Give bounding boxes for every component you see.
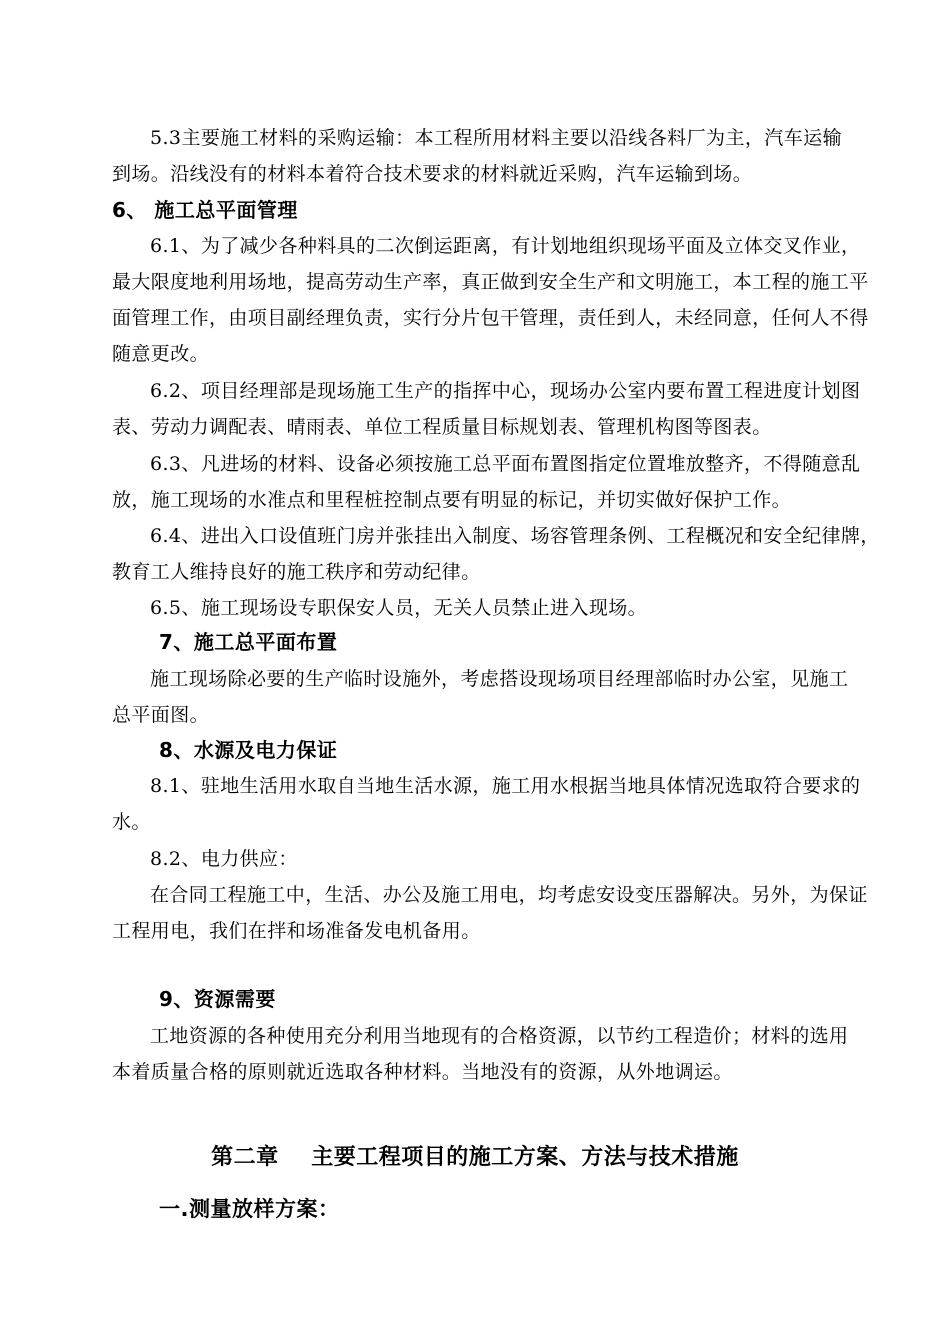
chapter-2-sub-heading: 一.测量放样方案： [159,1197,340,1221]
section-7-heading: 7、施工总平面布置 [159,630,338,654]
paragraph-6-3-line-2: 放，施工现场的水准点和里程桩控制点要有明显的标记，并切实做好保护工作。 [112,489,792,511]
paragraph-5-3-line-2: 到场。沿线没有的材料本着符合技术要求的材料就近采购，汽车运输到场。 [112,163,753,185]
section-9-heading: 9、资源需要 [159,987,276,1011]
paragraph-6-1-line-4: 随意更改。 [112,343,210,365]
paragraph-6-5-line-1: 6.5、施工现场设专职保安人员，无关人员禁止进入现场。 [150,597,648,619]
paragraph-9-line-2: 本着质量合格的原则就近选取各种材料。当地没有的资源，从外地调运。 [112,1061,733,1083]
paragraph-7-line-2: 总平面图。 [112,704,210,726]
paragraph-6-2-line-2: 表、劳动力调配表、晴雨表、单位工程质量目标规划表、管理机构图等图表。 [112,416,772,438]
paragraph-8-2-line-1: 8.2、电力供应： [150,848,298,870]
paragraph-6-2-line-1: 6.2、项目经理部是现场施工生产的指挥中心，现场办公室内要布置工程进度计划图 [150,380,861,402]
paragraph-6-1-line-2: 最大限度地利用场地，提高劳动生产率，真正做到安全生产和文明施工，本工程的施工平 [112,271,869,293]
paragraph-6-1-line-1: 6.1、为了减少各种料具的二次倒运距离，有计划地组织现场平面及立体交叉作业， [150,235,861,257]
paragraph-6-1-line-3: 面管理工作，由项目副经理负责，实行分片包干管理，责任到人，未经同意，任何人不得 [112,307,869,329]
chapter-2-title: 第二章 主要工程项目的施工方案、方法与技术措施 [211,1145,739,1170]
section-8-heading: 8、水源及电力保证 [159,738,338,762]
paragraph-6-4-line-2: 教育工人维持良好的施工秩序和劳动纪律。 [112,561,481,583]
paragraph-6-3-line-1: 6.3、凡进场的材料、设备必须按施工总平面布置图指定位置堆放整齐，不得随意乱 [150,453,861,475]
paragraph-8-1-line-1: 8.1、驻地生活用水取自当地生活水源，施工用水根据当地具体情况选取符合要求的 [150,775,861,797]
paragraph-8-1-line-2: 水。 [112,811,151,833]
paragraph-8-power-line-1: 在合同工程施工中，生活、办公及施工用电，均考虑安设变压器解决。另外，为保证 [150,884,868,906]
paragraph-5-3-line-1: 5.3主要施工材料的采购运输：本工程所用材料主要以沿线各料厂为主，汽车运输 [150,127,842,149]
paragraph-7-line-1: 施工现场除必要的生产临时设施外，考虑搭设现场项目经理部临时办公室，见施工 [150,668,849,690]
section-6-heading: 6、 施工总平面管理 [112,198,298,222]
paragraph-6-4-line-1: 6.4、进出入口设值班门房并张挂出入制度、场容管理条例、工程概况和安全纪律牌， [150,525,880,547]
paragraph-8-power-line-2: 工程用电，我们在拌和场准备发电机备用。 [112,920,481,942]
paragraph-9-line-1: 工地资源的各种使用充分利用当地现有的合格资源，以节约工程造价；材料的选用 [150,1025,849,1047]
